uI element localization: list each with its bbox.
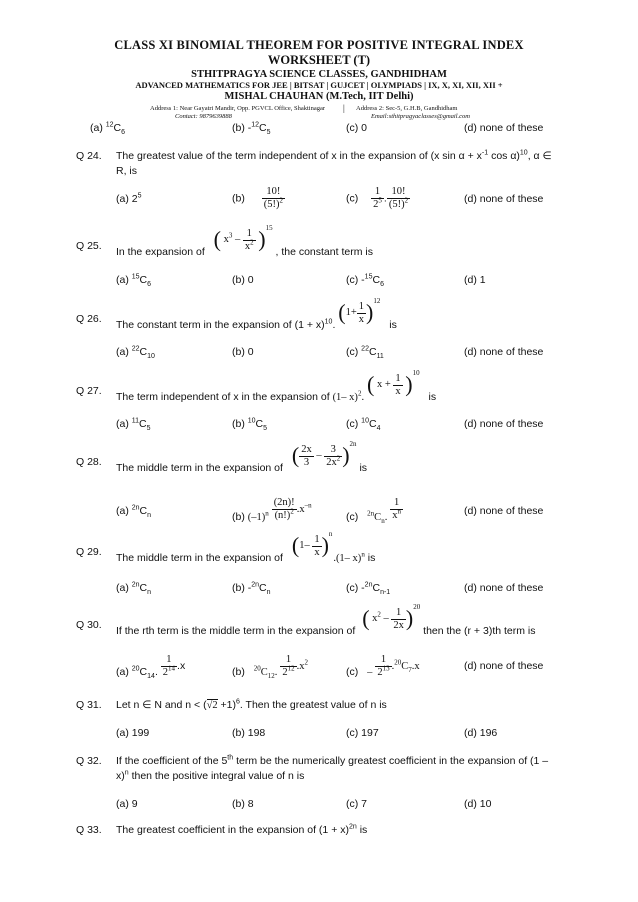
question-text: Let n ∈ N and $n < (√2 +1)^6$. Then the greatest value of n is (116, 698, 387, 711)
address-separator: | (343, 103, 345, 113)
option-c: (c) $^{22}C_{11}$ (346, 345, 384, 361)
question-number: Q 27. (76, 385, 102, 397)
question-number: Q 32. (76, 755, 102, 767)
option-c: (c) 7 (346, 798, 367, 810)
option-b: (b) 198 (232, 727, 266, 739)
address-1: Address 1: Near Gayatri Mandir, Opp. PGVCL Office, Shaktinagar (150, 105, 326, 112)
option-c: (c) 197 (346, 727, 379, 739)
worksheet-subtitle: WORKSHEET (T) (267, 53, 371, 67)
worksheet-title: CLASS XI BINOMIAL THEOREM FOR POSITIVE INTEGRAL INDEX (114, 38, 524, 52)
option-a: (a) $^{12}C_6$ (90, 121, 126, 137)
option-c: (c) $^{2n}C_n$. $\frac{1}{x^n}$ (346, 497, 401, 526)
option-d: (d) none of these (464, 418, 544, 430)
question-text-cont: R, is (116, 165, 137, 177)
option-b: (b) 0 (232, 346, 254, 358)
option-d: (d) none of these (464, 193, 544, 205)
option-b: (b) 8 (232, 798, 254, 810)
teacher-name: MISHAL CHAUHAN (M.Tech, IIT Delhi) (224, 91, 414, 102)
question-number: Q 30. (76, 619, 102, 631)
option-b: (b) $-^{12}C_5$ (232, 121, 271, 137)
option-a: (a) $2^5$ (116, 192, 142, 205)
question-text-cont: x)$^n$ then the positive integral value of n is (116, 769, 305, 782)
question-number: Q 31. (76, 699, 102, 711)
option-d: (d) none of these (464, 505, 544, 517)
option-a: (a) $^{20}C_{14}$. $\frac{1}{2^{14}}$ .x (116, 654, 186, 681)
question-text: The greatest coefficient in the expansion of $(1 + x)^{2n}$ is (116, 823, 368, 836)
question-number: Q 28. (76, 456, 102, 468)
option-b: (b) $(-1)^n$ $\frac{(2n)!}{(n!)^2}$ $.x^{-n}$ (232, 497, 312, 524)
question-text: The greatest value of the term independent of x in the expansion of (x $\sin \alpha + x^{-1}$ cos α)$^{10}$, α ∈ (116, 149, 552, 162)
question-text: The middle term in the expansion of ( $\frac{2x}{3}$ – $\frac{3}{2x^2}$ )$^{2n}$ is (116, 440, 368, 475)
question-text: The term independent of x in the expansion of (1– x)$^2$. ( x + $\frac{1}{x}$ )$^{10}$ is (116, 369, 437, 404)
option-c: (c) $-^{15}C_6$ (346, 273, 384, 289)
institute-name: STHITPRAGYA SCIENCE CLASSES, GANDHIDHAM (191, 69, 447, 80)
question-text: The constant term in the expansion of $(1 + x)^{10}$. (1+ $\frac{1}{x}$ )$^{12}$ is (116, 297, 397, 332)
question-number: Q 25. (76, 240, 102, 252)
option-b: (b) $^{10}C_5$ (232, 417, 268, 433)
option-a: (a) $^{22}C_{10}$ (116, 345, 155, 361)
question-number: Q 33. (76, 824, 102, 836)
contact-email: Email:sthitpragyaclasses@gmail.com (371, 113, 470, 120)
option-a: (a) $^{15}C_6$ (116, 273, 152, 289)
option-b: (b) $\frac{10!}{(5!)^2}$ (232, 186, 284, 210)
option-a: (a) 9 (116, 798, 138, 810)
option-c: (c) $\frac{1}{2^5}$ . $\frac{10!}{(5!)^2}$ (346, 186, 409, 210)
option-d: (d) none of these (464, 582, 544, 594)
question-text: If the rth term is the middle term in the expansion of ( $x^2$ – $\frac{1}{2x}$ )$^{20}$ then the (r + 3)th term is (116, 603, 536, 638)
question-text: The middle term in the expansion of (1– $\frac{1}{x}$ )$^n$ .(1– x)$^n$ is (116, 530, 376, 565)
option-d: (d) 1 (464, 274, 486, 286)
option-a: (a) $^{11}C_5$ (116, 417, 151, 433)
option-a: (a) 199 (116, 727, 150, 739)
question-text: If the coefficient of the 5th term be the numerically greatest coefficient in the expansion of (1 – (116, 754, 549, 767)
option-a: (a) $^{2n}C_n$ (116, 504, 152, 520)
option-d: (d) none of these (464, 660, 544, 672)
contact-phone: Contact: 9879639888 (175, 113, 232, 120)
address-2: Address 2: Sec-5, G.H.B, Gandhidham (356, 105, 458, 112)
option-d: (d) 196 (464, 727, 498, 739)
option-a: (a) $^{2n}C_n$ (116, 581, 152, 597)
institute-tagline: ADVANCED MATHEMATICS FOR JEE | BITSAT | GUJCET | OLYMPIADS | IX, X, XI, XII, XII + (135, 80, 503, 90)
option-d: (d) none of these (464, 346, 544, 358)
question-number: Q 29. (76, 546, 102, 558)
option-c: (c) $-^{2n}C_{n-1}$ (346, 581, 391, 597)
option-c: (c) $^{10}C_4$ (346, 417, 381, 433)
question-text: In the expansion of ( $x^3$ – $\frac{1}{x^2}$ )$^{15}$ , the constant term is (116, 224, 373, 259)
option-c: (c) 0 (346, 122, 367, 134)
option-b: (b) $-^{2n}C_n$ (232, 581, 271, 597)
option-c: (c) – $\frac{1}{2^{13}}$ $.^{20}C_7.x$ (346, 654, 420, 679)
question-number: Q 24. (76, 150, 102, 162)
option-b: (b) 0 (232, 274, 254, 286)
option-d: (d) none of these (464, 122, 544, 134)
option-d: (d) 10 (464, 798, 492, 810)
question-number: Q 26. (76, 313, 102, 325)
option-b: (b) $^{20}C_{12}$. $\frac{1}{2^{12}}$ $.x^2$ (232, 654, 308, 681)
